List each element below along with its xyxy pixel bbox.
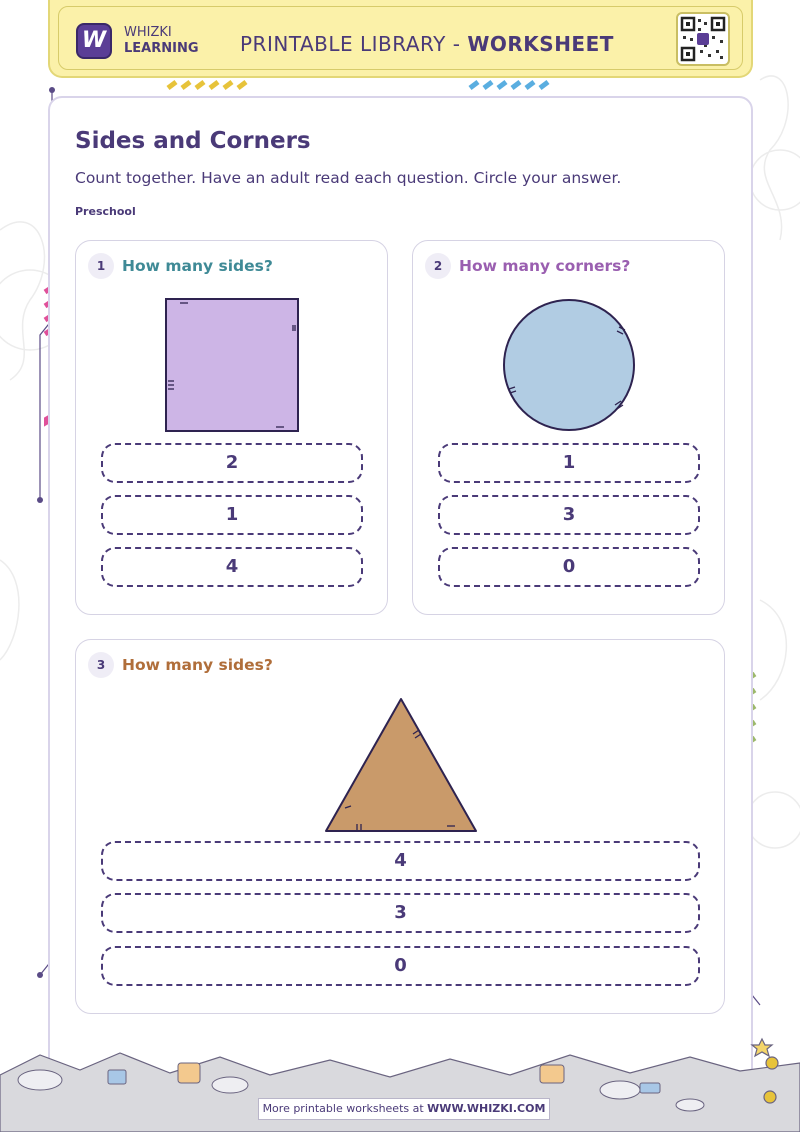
- question-card-2: [412, 240, 725, 615]
- grade-level: Preschool: [75, 205, 136, 218]
- logo-line-1: WHIZKI: [124, 25, 172, 40]
- qr-code-graphic: [678, 14, 728, 64]
- answer-option-3b[interactable]: 3: [101, 893, 700, 933]
- answer-option-1c[interactable]: 4: [101, 547, 363, 587]
- footer-link[interactable]: WWW.WHIZKI.COM: [427, 1102, 546, 1115]
- header-title: [240, 32, 614, 56]
- header-banner: [48, 0, 753, 78]
- logo-line-2: LEARNING: [124, 41, 199, 56]
- answer-option-3a[interactable]: 4: [101, 841, 700, 881]
- triangle-shape: [323, 696, 479, 834]
- whizki-logo-icon: W: [76, 23, 112, 59]
- circle-shape: [501, 297, 637, 433]
- answer-option-3c[interactable]: 0: [101, 946, 700, 986]
- answer-option-1a[interactable]: 2: [101, 443, 363, 483]
- answer-option-2a[interactable]: 1: [438, 443, 700, 483]
- logo-text: [124, 25, 199, 57]
- question-number: 2: [425, 253, 451, 279]
- question-prompt: How many sides?: [122, 656, 273, 674]
- question-prompt: How many corners?: [459, 257, 631, 275]
- worksheet-title: Sides and Corners: [75, 128, 311, 154]
- question-card-3: [75, 639, 725, 1014]
- footer-banner: [258, 1098, 550, 1120]
- qr-code-icon[interactable]: [676, 12, 730, 66]
- answer-option-1b[interactable]: 1: [101, 495, 363, 535]
- question-card-1: [75, 240, 388, 615]
- header-title-regular: PRINTABLE LIBRARY -: [240, 32, 468, 56]
- answer-option-2b[interactable]: 3: [438, 495, 700, 535]
- question-number: 3: [88, 652, 114, 678]
- question-number: 1: [88, 253, 114, 279]
- header-title-bold: WORKSHEET: [467, 32, 614, 56]
- answer-option-2c[interactable]: 0: [438, 547, 700, 587]
- worksheet-instructions: Count together. Have an adult read each question. Circle your answer.: [75, 169, 622, 187]
- question-prompt: How many sides?: [122, 257, 273, 275]
- footer-text: More printable worksheets at: [262, 1102, 428, 1115]
- square-shape: [164, 297, 300, 433]
